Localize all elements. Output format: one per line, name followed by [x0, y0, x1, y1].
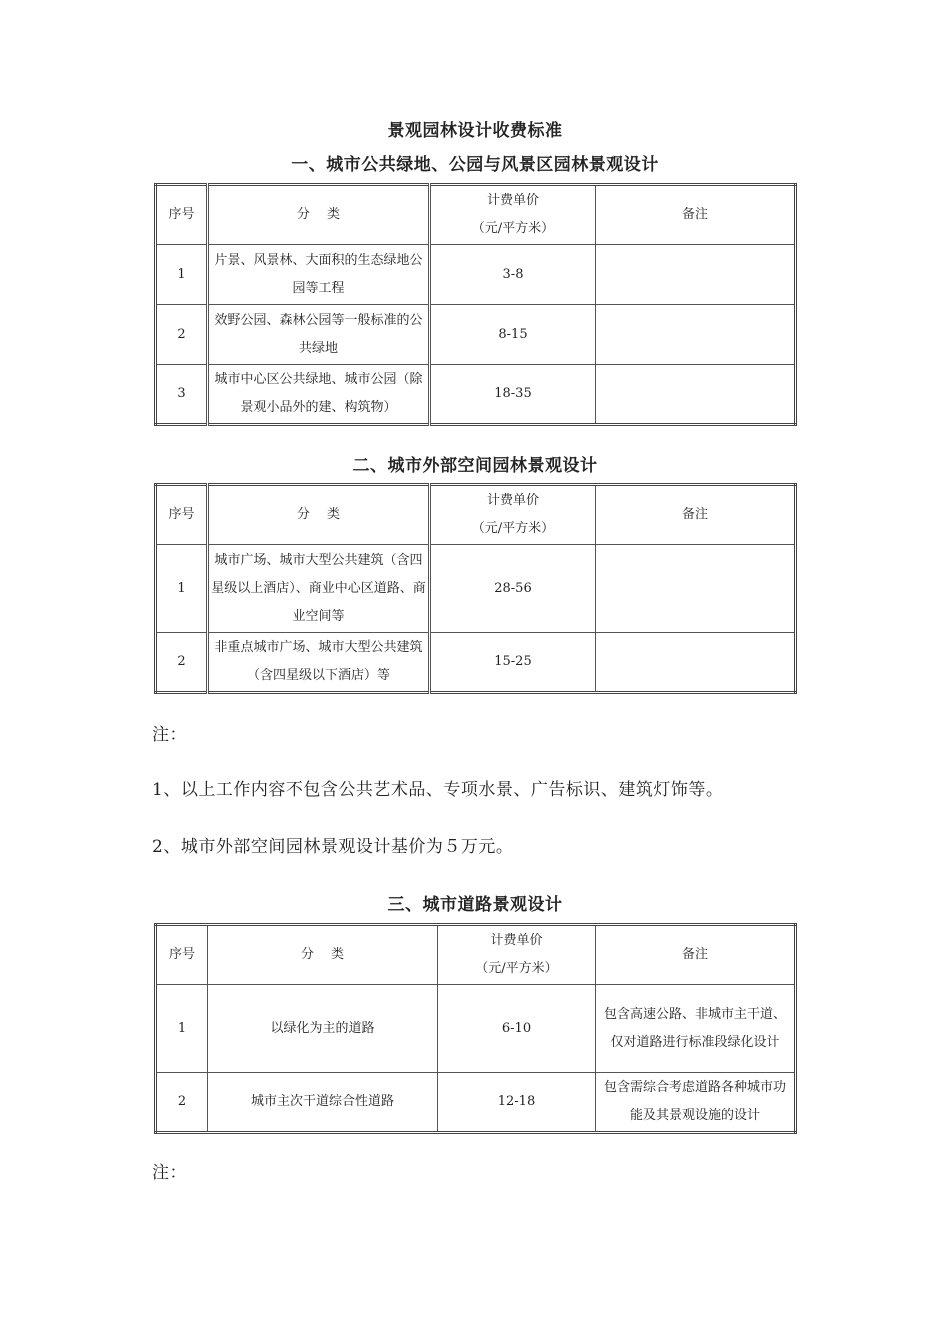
note-item-1: 1、以上工作内容不包含公共艺术品、专项水景、广告标识、建筑灯饰等。	[152, 780, 724, 800]
row-remark	[596, 633, 796, 693]
header-remark: 备注	[596, 485, 796, 545]
section3-title: 三、城市道路景观设计	[387, 895, 563, 915]
row-category: 城市广场、城市大型公共建筑（含四星级以上酒店）、商业中心区道路、商业空间等	[208, 545, 430, 633]
row-index: 3	[156, 365, 208, 425]
header-remark: 备注	[596, 185, 796, 245]
fee-table-3	[154, 923, 797, 1134]
note-label-2: 注：	[152, 1163, 187, 1183]
row-remark: 包含高速公路、非城市主干道、仅对道路进行标准段绿化设计	[596, 985, 796, 1073]
table-row	[156, 545, 796, 633]
row-remark	[596, 245, 796, 305]
row-remark	[596, 305, 796, 365]
table-row	[156, 1073, 796, 1133]
table-header-row	[156, 485, 796, 545]
header-remark: 备注	[596, 925, 796, 985]
section1-title: 一、城市公共绿地、公园与风景区园林景观设计	[291, 155, 659, 175]
table-header-row	[156, 925, 796, 985]
row-category: 以绿化为主的道路	[208, 985, 438, 1073]
row-price: 18-35	[430, 365, 596, 425]
fee-table-1	[154, 183, 797, 426]
row-price: 6-10	[438, 985, 596, 1073]
row-category: 非重点城市广场、城市大型公共建筑（含四星级以下酒店）等	[208, 633, 430, 693]
header-index: 序号	[156, 185, 208, 245]
header-category: 分 类	[208, 185, 430, 245]
header-index: 序号	[156, 925, 208, 985]
note-item-2: 2、城市外部空间园林景观设计基价为５万元。	[152, 837, 514, 857]
row-index: 1	[156, 545, 208, 633]
row-remark: 包含需综合考虑道路各种城市功能及其景观设施的设计	[596, 1073, 796, 1133]
table-header-row	[156, 185, 796, 245]
table-row	[156, 245, 796, 305]
header-category: 分 类	[208, 485, 430, 545]
row-price: 12-18	[438, 1073, 596, 1133]
row-remark	[596, 365, 796, 425]
header-price: 计费单价 （元/平方米）	[430, 185, 596, 245]
row-remark	[596, 545, 796, 633]
row-index: 2	[156, 633, 208, 693]
header-category: 分 类	[208, 925, 438, 985]
document-title: 景观园林设计收费标准	[387, 121, 563, 141]
table-row	[156, 365, 796, 425]
row-category: 城市主次干道综合性道路	[208, 1073, 438, 1133]
row-category: 效野公园、森林公园等一般标准的公共绿地	[208, 305, 430, 365]
header-price: 计费单价 （元/平方米）	[430, 485, 596, 545]
row-price: 8-15	[430, 305, 596, 365]
fee-table-2	[154, 483, 797, 694]
table-row	[156, 305, 796, 365]
row-index: 2	[156, 1073, 208, 1133]
header-index: 序号	[156, 485, 208, 545]
header-price: 计费单价 （元/平方米）	[438, 925, 596, 985]
row-price: 3-8	[430, 245, 596, 305]
section2-title: 二、城市外部空间园林景观设计	[352, 456, 598, 476]
table-row	[156, 633, 796, 693]
note-label: 注：	[152, 725, 187, 745]
row-category: 城市中心区公共绿地、城市公园（除景观小品外的建、构筑物）	[208, 365, 430, 425]
table-row	[156, 985, 796, 1073]
row-price: 28-56	[430, 545, 596, 633]
row-price: 15-25	[430, 633, 596, 693]
row-category: 片景、风景林、大面积的生态绿地公园等工程	[208, 245, 430, 305]
row-index: 2	[156, 305, 208, 365]
row-index: 1	[156, 985, 208, 1073]
row-index: 1	[156, 245, 208, 305]
